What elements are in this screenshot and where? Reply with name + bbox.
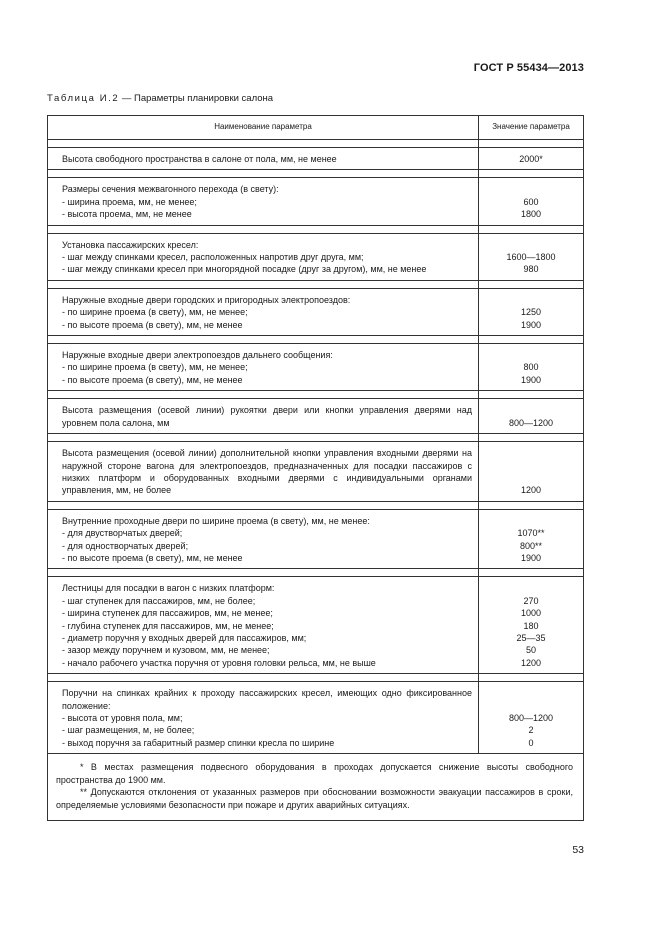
- parameter-value: 800—1200: [508, 713, 554, 723]
- parameter-value-cell: [479, 509, 584, 569]
- parameter-value: 1200: [520, 657, 542, 668]
- parameter-line: Размеры сечения межвагонного перехода (в свету):: [62, 184, 279, 195]
- parameter-value: 800**: [519, 540, 543, 551]
- parameter-line: - по ширине проема (в свету), мм, не менее;: [62, 362, 248, 373]
- parameter-line: - шаг между спинками кресел при многорядной посадке (друг за другом), мм, не менее: [62, 264, 427, 275]
- parameter-name-cell: [48, 682, 479, 754]
- parameter-value: 980: [523, 264, 539, 275]
- spacer-cell: [479, 674, 584, 682]
- column-header-value: Значение параметра: [479, 116, 584, 140]
- parameter-name-cell: [48, 442, 479, 502]
- parameter-line: Внутренние проходные двери по ширине проема (в свету), мм, не менее:: [62, 515, 370, 526]
- parameter-line: - зазор между поручнем и кузовом, мм, не менее;: [62, 645, 270, 656]
- parameter-name-cell: [48, 148, 479, 170]
- parameter-line: - шаг размещения, м, не более;: [62, 725, 195, 736]
- parameter-line: - по высоте проема (в свету), мм, не менее: [62, 374, 243, 385]
- table-row: [48, 577, 584, 674]
- row-spacer: [48, 674, 584, 682]
- row-spacer: [48, 280, 584, 288]
- parameter-line: - начало рабочего участка поручня от уровня головки рельса, мм, не выше: [62, 657, 376, 668]
- spacer-cell: [48, 674, 479, 682]
- row-spacer: [48, 336, 584, 344]
- spacer-cell: [479, 434, 584, 442]
- parameter-line: - для одностворчатых дверей;: [62, 540, 189, 551]
- parameter-value: 180: [523, 620, 539, 631]
- spacer-cell: [48, 336, 479, 344]
- parameter-line: - по высоте проема (в свету), мм, не менее: [62, 319, 243, 330]
- parameter-value: 0: [528, 737, 534, 748]
- parameter-value-cell: [479, 344, 584, 391]
- parameter-description: Поручни на спинках крайних к проходу пассажирских кресел, имеющих одно фиксированное положение:: [62, 688, 472, 711]
- parameter-name-cell: [48, 509, 479, 569]
- page-number: 53: [572, 844, 584, 856]
- table-row: [48, 233, 584, 280]
- table-row: [48, 288, 584, 335]
- table-notes: [48, 754, 584, 820]
- spacer-cell: [479, 391, 584, 399]
- table-row: [48, 509, 584, 569]
- parameter-line: Высота свободного пространства в салоне от пола, мм, не менее: [62, 154, 337, 164]
- parameter-value: 600: [523, 196, 539, 207]
- parameter-line: Наружные входные двери городских и пригородных электропоездов:: [62, 294, 351, 305]
- parameter-name-cell: [48, 288, 479, 335]
- spacer-cell: [479, 336, 584, 344]
- parameter-value: 25—35: [516, 632, 546, 643]
- parameter-name-cell: [48, 399, 479, 434]
- parameter-value: 800—1200: [508, 417, 554, 428]
- parameter-name-cell: [48, 178, 479, 225]
- parameter-value: 2: [528, 725, 534, 736]
- parameter-value: 800: [523, 362, 539, 373]
- parameter-name-cell: [48, 344, 479, 391]
- row-spacer: [48, 569, 584, 577]
- parameter-line: - по высоте проема (в свету), мм, не менее: [62, 552, 243, 563]
- spacer-cell: [48, 280, 479, 288]
- parameter-value: 1800: [520, 209, 542, 220]
- footnote-2: ** Допускаются отклонения от указанных размеров при обосновании возможности эвакуации пассажиров в сроки, определяемые условиями безопасности при пожаре и других аварийных ситуациях.: [56, 787, 573, 810]
- parameter-line: Установка пассажирских кресел:: [62, 239, 199, 250]
- row-spacer: [48, 501, 584, 509]
- spacer-cell: [48, 434, 479, 442]
- parameter-line: - для двустворчатых дверей;: [62, 528, 183, 539]
- parameter-value: 1000: [520, 608, 542, 619]
- row-spacer: [48, 170, 584, 178]
- footnote-1: * В местах размещения подвесного оборудования в проходах допускается снижение высоты свободного пространства до 1900 мм.: [56, 762, 573, 785]
- spacer-cell: [479, 501, 584, 509]
- document-standard-id: ГОСТ Р 55434—2013: [473, 62, 584, 74]
- row-spacer: [48, 391, 584, 399]
- parameter-description: Высота размещения (осевой линии) дополнительной кнопки управления входными дверями на наружной стороне вагона для электропоездов, предназначенных для посадки пассажиров с низких платформ и оборудованных входными дверями с индивидуальными органами управления, мм, не более: [62, 448, 472, 496]
- spacer-cell: [479, 225, 584, 233]
- parameter-value: 1250: [520, 307, 542, 318]
- table-row: [48, 344, 584, 391]
- table-notes-row: [48, 754, 584, 820]
- parameter-value-cell: [479, 682, 584, 754]
- parameter-value: 50: [525, 645, 536, 656]
- table-row: [48, 399, 584, 434]
- parameter-line: - глубина ступенек для пассажиров, мм, не менее;: [62, 620, 274, 631]
- parameter-value: 1900: [520, 552, 542, 563]
- spacer-cell: [479, 140, 584, 148]
- parameter-value-cell: [479, 442, 584, 502]
- parameter-value: 1600—1800: [506, 252, 556, 263]
- parameter-value-cell: [479, 148, 584, 170]
- spacer-cell: [479, 569, 584, 577]
- parameter-line: Наружные входные двери электропоездов дальнего сообщения:: [62, 350, 333, 361]
- parameter-value-cell: [479, 399, 584, 434]
- parameter-line: Лестницы для посадки в вагон с низких платформ:: [62, 583, 275, 594]
- parameter-value-cell: [479, 233, 584, 280]
- table-row: [48, 682, 584, 754]
- parameter-line: - высота проема, мм, не менее: [62, 209, 192, 220]
- parameter-value: 1200: [520, 485, 542, 496]
- parameters-table: [47, 115, 584, 821]
- parameter-line: - ширина ступенек для пассажиров, мм, не менее;: [62, 608, 273, 619]
- parameter-name-cell: [48, 577, 479, 674]
- parameter-value-cell: [479, 178, 584, 225]
- row-spacer: [48, 225, 584, 233]
- parameter-line: - шаг между спинками кресел, расположенных напротив друг друга, мм;: [62, 252, 364, 263]
- spacer-cell: [479, 280, 584, 288]
- table-row: [48, 178, 584, 225]
- parameter-value-cell: [479, 288, 584, 335]
- spacer-cell: [479, 170, 584, 178]
- parameter-line: - шаг ступенек для пассажиров, мм, не более;: [62, 595, 256, 606]
- parameter-line: - по ширине проема (в свету), мм, не менее;: [62, 307, 248, 318]
- spacer-cell: [48, 225, 479, 233]
- parameter-value: 270: [523, 595, 539, 606]
- table-header-row: [48, 116, 584, 140]
- spacer-cell: [48, 391, 479, 399]
- row-spacer: [48, 434, 584, 442]
- parameter-value: 1070**: [517, 528, 545, 539]
- spacer-cell: [48, 569, 479, 577]
- parameter-description: Высота размещения (осевой линии) рукоятки двери или кнопки управления дверями над уровнем пола салона, мм: [62, 405, 472, 428]
- table-caption: [47, 93, 273, 104]
- parameter-value-cell: [479, 577, 584, 674]
- parameter-value: 1900: [520, 374, 542, 385]
- table-caption-prefix: Таблица И.2: [47, 93, 120, 104]
- spacer-cell: [48, 140, 479, 148]
- parameter-line: - диаметр поручня у входных дверей для пассажиров, мм;: [62, 632, 307, 643]
- table-caption-title: — Параметры планировки салона: [119, 93, 274, 104]
- parameter-value: 2000*: [519, 154, 543, 164]
- table-row: [48, 148, 584, 170]
- column-header-name: Наименование параметра: [48, 116, 479, 140]
- spacer-cell: [48, 170, 479, 178]
- parameter-name-cell: [48, 233, 479, 280]
- parameter-line: - ширина проема, мм, не менее;: [62, 196, 197, 207]
- parameter-line: - высота от уровня пола, мм;: [62, 713, 183, 723]
- spacer-cell: [48, 501, 479, 509]
- parameter-value: 1900: [520, 319, 542, 330]
- table-row: [48, 442, 584, 502]
- parameter-line: - выход поручня за габаритный размер спинки кресла по ширине: [62, 737, 335, 748]
- table-body: [48, 140, 584, 754]
- row-spacer: [48, 140, 584, 148]
